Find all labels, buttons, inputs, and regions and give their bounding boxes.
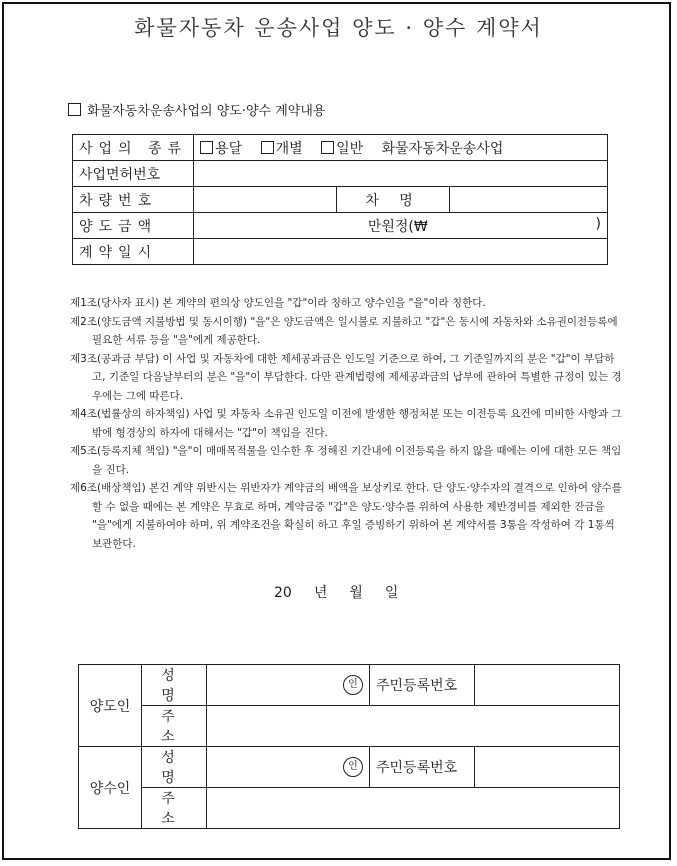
checkbox-icon[interactable] — [261, 141, 274, 154]
article-2: 제2조(양도금액 지불방법 및 동시이행) "을"은 양도금액은 일시불로 지불하고 "갑"은 동시에 자동차와 소유권이전등록에 필요한 서류 등을 "을"에게 제공한다. — [70, 315, 618, 346]
contract-page — [2, 2, 671, 860]
table-row — [73, 213, 608, 239]
transferor-rrn-label: 주민등록번호 — [370, 665, 475, 706]
transfer-amount-label: 양도금액 — [73, 213, 194, 239]
vehicle-name-label: 차 명 — [337, 187, 450, 213]
transferee-address-field[interactable] — [207, 788, 620, 829]
transferee-rrn-label: 주민등록번호 — [370, 747, 475, 788]
seal-icon: 인 — [343, 757, 363, 777]
article-3: 제3조(공과금 부담) 이 사업 및 자동차에 대한 제세공과금은 인도일 기준으로 하여, 그 기준일까지의 분은 "갑"이 부담하고, 기준일 다음날부터의 분은 "을"이 부담한다. 다만 관계법령에 제세공과금의 납부에 관하여 특별한 규정이 있는 경우에는 그에 따른다. — [70, 352, 622, 402]
transferee-name-field[interactable] — [207, 747, 370, 788]
section-heading — [68, 100, 325, 119]
amount-unit-text: 만원정(₩ — [367, 218, 428, 235]
business-suffix: 화물자동차운송사업 — [381, 140, 504, 157]
checkbox-icon — [68, 103, 81, 116]
transferor-address-label: 주 소 — [142, 706, 207, 747]
parties-table — [78, 664, 620, 829]
year-label: 년 — [313, 585, 328, 601]
transferor-name-label: 성 명 — [142, 665, 207, 706]
vehicle-number-label: 차량번호 — [73, 187, 194, 213]
transferor-label: 양도인 — [79, 665, 142, 747]
article-6: 제6조(배상책임) 본건 계약 위반시는 위반자가 계약금의 배액을 보상키로 한다. 단 양도·양수자의 결격으로 인하여 양수를 할 수 없을 때에는 본 계약은 무효로 하며, 계약금중 "갑"은 양도·양수를 위하여 사용한 제반경비를 제외한 잔금을 "을"에게 지불하여야 하며, 위 계약조건을 확실히 하고 후일 증빙하기 위하여 본 계약서를 3통을 작성하여 각 1통씩 보관한다. — [70, 482, 622, 550]
table-row — [79, 788, 620, 829]
seal-icon: 인 — [343, 675, 363, 695]
transfer-amount-field[interactable] — [194, 213, 608, 239]
transferor-rrn-field[interactable] — [475, 665, 620, 706]
business-option-yongdal[interactable]: 용달 — [200, 141, 242, 157]
transferee-address-label: 주 소 — [142, 788, 207, 829]
table-row — [73, 135, 608, 161]
signing-date — [274, 582, 420, 602]
contract-articles — [70, 294, 626, 553]
table-row — [79, 706, 620, 747]
contract-date-label: 계약일시 — [73, 239, 194, 265]
transferor-address-field[interactable] — [207, 706, 620, 747]
day-label: 일 — [384, 585, 399, 601]
table-row — [79, 665, 620, 706]
checkbox-icon[interactable] — [321, 141, 334, 154]
table-row — [73, 239, 608, 265]
amount-close-paren: ) — [595, 215, 601, 232]
business-option-gaebyeol[interactable]: 개별 — [261, 141, 303, 157]
contract-details-table — [72, 134, 608, 265]
month-label: 월 — [349, 585, 363, 601]
license-number-label: 사업면허번호 — [73, 161, 194, 187]
transferor-name-field[interactable] — [207, 665, 370, 706]
vehicle-number-field[interactable] — [194, 187, 337, 213]
transferee-label: 양수인 — [79, 747, 142, 829]
year-prefix: 20 — [274, 585, 292, 601]
contract-date-field[interactable] — [194, 239, 608, 265]
license-number-field[interactable] — [194, 161, 608, 187]
transferee-name-label: 성 명 — [142, 747, 207, 788]
business-type-label: 사업의 종류 — [73, 135, 194, 161]
article-4: 제4조(법률상의 하자책임) 사업 및 자동차 소유권 인도일 이전에 발생한 행정처분 또는 이전등록 요건에 미비한 사항과 그 밖에 형경상의 하자에 대해서는 "갑"이 책임을 진다. — [70, 408, 622, 439]
article-5: 제5조(등록지체 책임) "을"이 매매목적물을 인수한 후 정해진 기간내에 이전등록을 하지 않을 때에는 이에 대한 모든 책임을 진다. — [70, 445, 622, 476]
table-row — [73, 187, 608, 213]
business-option-ilban[interactable]: 일반 — [321, 141, 363, 157]
document-title: 화물자동차 운송사업 양도 · 양수 계약서 — [134, 16, 543, 40]
table-row — [73, 161, 608, 187]
table-row — [79, 747, 620, 788]
checkbox-icon[interactable] — [200, 141, 213, 154]
business-type-options — [194, 135, 608, 161]
section-heading-text: 화물자동차운송사업의 양도·양수 계약내용 — [87, 104, 326, 119]
article-1: 제1조(당사자 표시) 본 계약의 편의상 양도인을 "갑"이라 칭하고 양수인을 "을"이라 칭한다. — [70, 297, 486, 309]
vehicle-name-field[interactable] — [450, 187, 608, 213]
transferee-rrn-field[interactable] — [475, 747, 620, 788]
